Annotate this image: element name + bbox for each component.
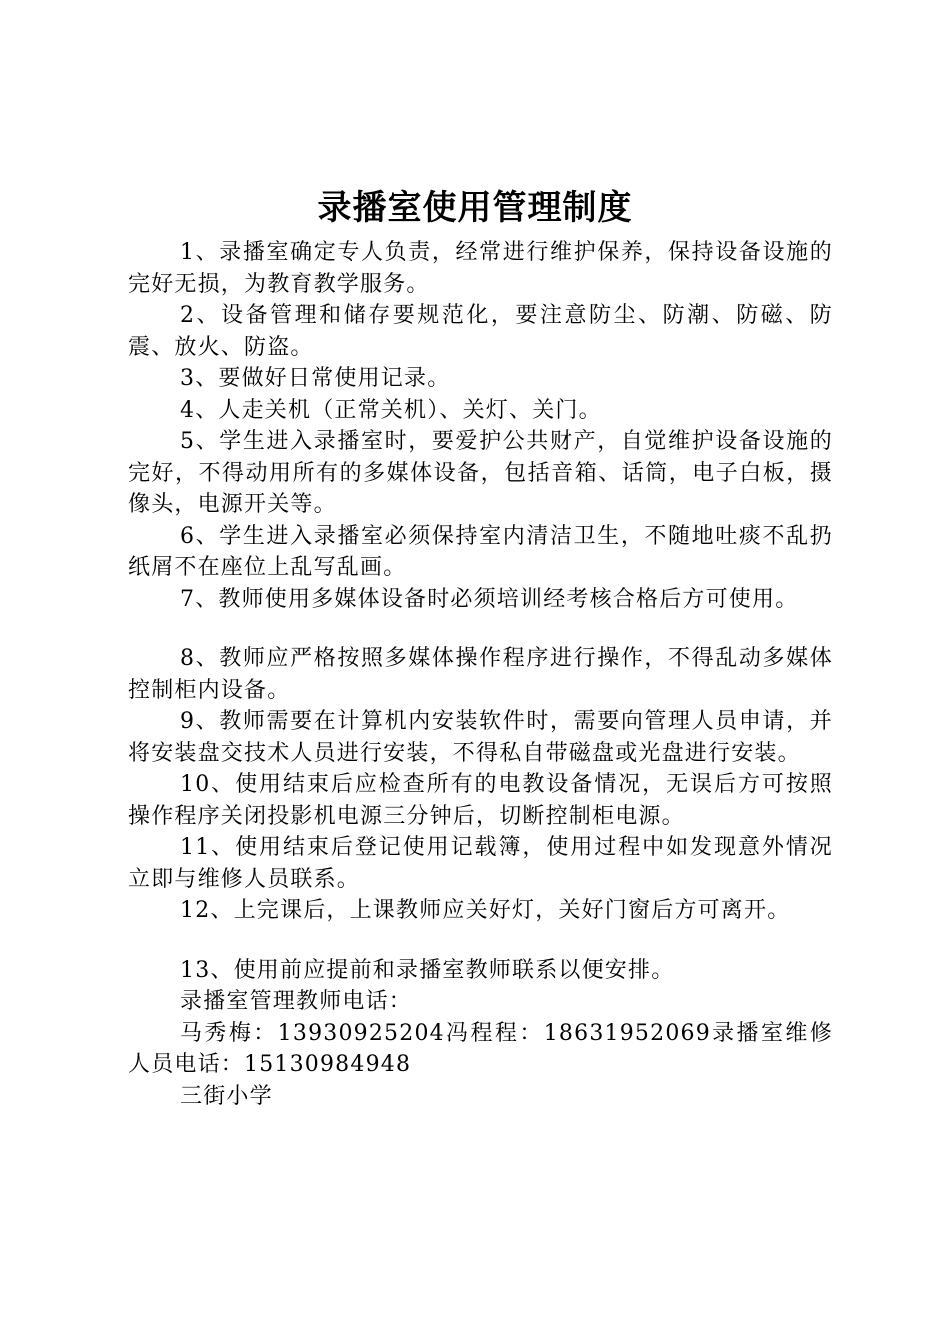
document-title: 录播室使用管理制度 xyxy=(317,188,633,228)
rule-13: 13、使用前应提前和录播室教师联系以便安排。 xyxy=(180,957,675,983)
rule-5: 5、学生进入录播室时，要爱护公共财产，自觉维护设备设施的完好，不得动用所有的多媒体设备，包括音箱、话筒，电子白板，摄像头，电源开关等。 xyxy=(128,429,833,517)
contact-phones: 马秀梅：13930925204冯程程：18631952069录播室维修人员电话：15130984948 xyxy=(128,1020,833,1077)
contact-heading: 录播室管理教师电话： xyxy=(180,989,413,1014)
rule-12: 12、上完课后，上课教师应关好灯，关好门窗后方可离开。 xyxy=(180,898,791,923)
school-name: 三街小学 xyxy=(180,1083,273,1109)
paragraph-gap xyxy=(128,615,833,643)
rule-10: 10、使用结束后应检查所有的电教设备情况，无误后方可按照操作程序关闭投影机电源三分钟后，切断控制柜电源。 xyxy=(128,772,833,829)
rule-11: 11、使用结束后登记使用记载簿，使用过程中如发现意外情况立即与维修人员联系。 xyxy=(128,835,833,892)
paragraph-gap xyxy=(128,927,833,955)
rule-7: 7、教师使用多媒体设备时必须培训经考核合格后方可使用。 xyxy=(180,586,799,612)
document-body xyxy=(128,237,833,1112)
rule-8: 8、教师应严格按照多媒体操作程序进行操作，不得乱动多媒体控制柜内设备。 xyxy=(128,646,833,703)
rule-6: 6、学生进入录播室必须保持室内清洁卫生，不随地吐痰不乱扔纸屑不在座位上乱写乱画。 xyxy=(128,523,833,580)
rule-1: 1、录播室确定专人负责，经常进行维护保养，保持设备设施的完好无损，为教育教学服务。 xyxy=(128,240,833,297)
rule-9: 9、教师需要在计算机内安装软件时，需要向管理人员申请，并将安装盘交技术人员进行安装，不得私自带磁盘或光盘进行安装。 xyxy=(128,709,833,766)
rule-3: 3、要做好日常使用记录。 xyxy=(180,366,451,391)
rule-4: 4、人走关机（正常关机）、关灯、关门。 xyxy=(180,397,602,423)
rule-2: 2、设备管理和储存要规范化，要注意防尘、防潮、防磁、防震、放火、防盗。 xyxy=(128,303,833,360)
